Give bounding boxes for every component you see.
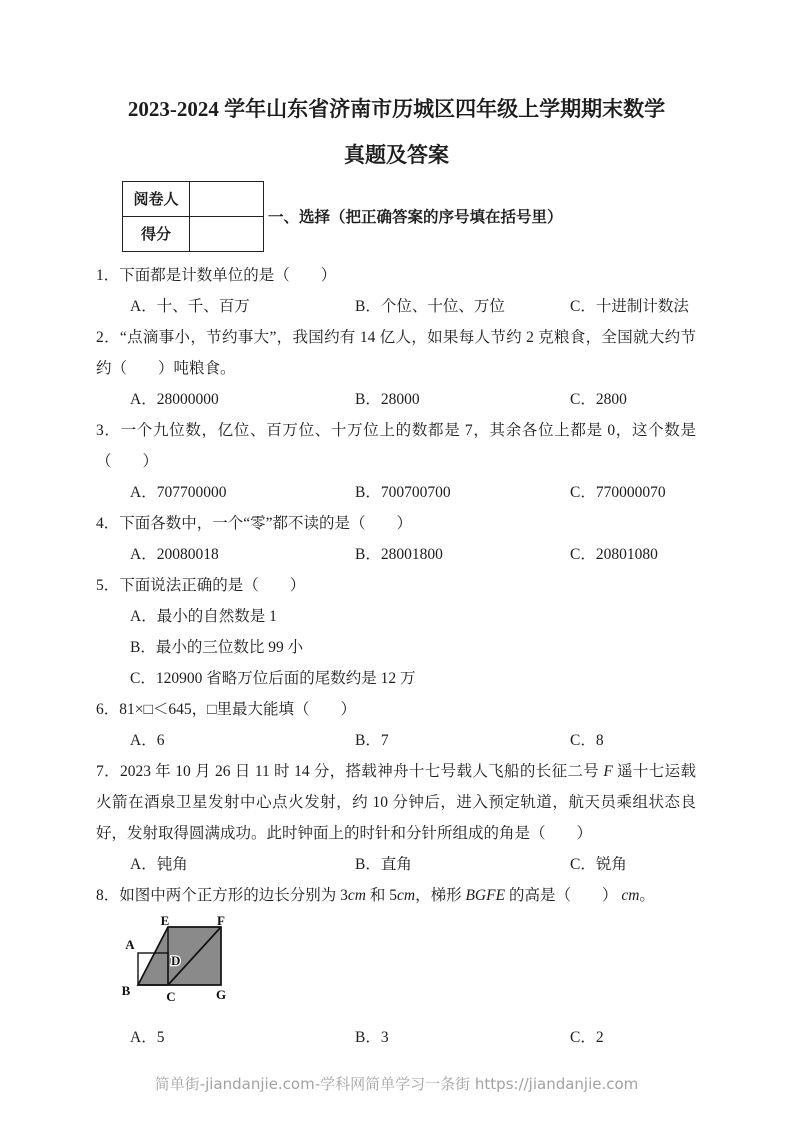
title-line1: 2023-2024 学年山东省济南市历城区四年级上学期期末数学 bbox=[127, 97, 666, 121]
score-value-cell bbox=[190, 216, 264, 251]
question-6-option-a: A．6 bbox=[130, 732, 165, 749]
grading-header bbox=[122, 178, 793, 254]
figure-label-E: E bbox=[160, 915, 170, 928]
question-8-stem-part2: cm bbox=[347, 887, 366, 904]
question-1-option-a: A．十、千、百万 bbox=[130, 298, 250, 315]
questions-area bbox=[0, 254, 793, 1053]
question-7-option-a: A．钝角 bbox=[130, 856, 188, 873]
question-7-stem-part3: 遥十七运载火箭在酒泉卫星发射中心点火发射，约 10 分钟后，进入预定轨道，航天员乘组状态良好，发射取得圆满成功。此时钟面上的时针和分针所组成的角是（ ） bbox=[96, 763, 696, 842]
figure-label-B: B bbox=[121, 983, 131, 998]
question-8-stem-part5: ，梯形 bbox=[415, 887, 466, 904]
question-1-option-b: B．个位、十位、万位 bbox=[355, 298, 505, 315]
question-7 bbox=[96, 756, 696, 880]
question-1-option-c: C．十进制计数法 bbox=[570, 298, 689, 315]
question-2-stem: 2．“点滴事小，节约事大”，我国约有 14 亿人，如果每人节约 2 克粮食，全国就大约节约（ ）吨粮食。 bbox=[96, 329, 696, 377]
question-2 bbox=[96, 322, 696, 415]
question-7-stem-part2: F bbox=[603, 763, 613, 780]
question-4-stem: 4．下面各数中，一个“零”都不读的是（ ） bbox=[96, 515, 413, 532]
question-6 bbox=[96, 694, 696, 756]
question-6-option-c: C．8 bbox=[570, 732, 604, 749]
question-7-stem-part1: 7．2023 年 10 月 26 日 11 时 14 分，搭载神舟十七号载人飞船的长征二号 bbox=[96, 763, 604, 780]
question-5 bbox=[96, 570, 696, 694]
question-8-stem-part8: cm bbox=[621, 887, 640, 904]
question-8 bbox=[96, 880, 696, 1053]
question-2-option-c: C．2800 bbox=[570, 391, 627, 408]
section-heading: 一、选择（把正确答案的序号填在括号里） bbox=[268, 209, 563, 226]
question-4-option-b: B．28001800 bbox=[355, 546, 443, 563]
question-3-option-a: A．707700000 bbox=[130, 484, 227, 501]
question-4-option-a: A．20080018 bbox=[130, 546, 219, 563]
question-6-option-b: B．7 bbox=[355, 732, 389, 749]
question-6-options bbox=[96, 725, 696, 756]
figure-label-D: D bbox=[171, 953, 181, 968]
footer-watermark: 简单街-jiandanjie.com-学科网简单学习一条街 https://jiandanjie.com bbox=[154, 1075, 639, 1093]
question-4-option-c: C．20801080 bbox=[570, 546, 658, 563]
question-8-stem-part4: cm bbox=[396, 887, 416, 904]
question-1-stem: 1．下面都是计数单位的是（ ） bbox=[96, 267, 337, 284]
question-5-options bbox=[96, 601, 696, 694]
grading-table bbox=[122, 181, 264, 252]
question-8-stem bbox=[96, 880, 696, 911]
question-2-option-a: A．28000000 bbox=[130, 391, 219, 408]
question-7-stem bbox=[96, 756, 696, 849]
question-8-stem-part9: 。 bbox=[639, 887, 655, 904]
figure-label-F: F bbox=[217, 915, 225, 928]
score-label: 得分 bbox=[123, 216, 190, 251]
question-3 bbox=[96, 415, 696, 508]
question-8-option-a: A．5 bbox=[130, 1029, 165, 1046]
question-1 bbox=[96, 260, 696, 322]
question-3-option-b: B．700700700 bbox=[355, 484, 451, 501]
geometry-figure bbox=[105, 915, 696, 1020]
score-row bbox=[123, 216, 264, 251]
question-2-options bbox=[96, 384, 696, 415]
figure-label-G: G bbox=[215, 987, 227, 1002]
question-3-option-c: C．770000070 bbox=[570, 484, 666, 501]
grader-label: 阅卷人 bbox=[123, 181, 190, 216]
question-5-option-c: C．120900 省略万位后面的尾数约是 12 万 bbox=[130, 670, 416, 687]
question-5-option-b: B．最小的三位数比 99 小 bbox=[130, 639, 304, 656]
question-2-option-b: B．28000 bbox=[355, 391, 420, 408]
question-4 bbox=[96, 508, 696, 570]
title-line2: 真题及答案 bbox=[344, 143, 449, 167]
question-8-stem-part3: 和 5 bbox=[365, 887, 397, 904]
figure-label-C: C bbox=[166, 989, 176, 1004]
question-7-option-c: C．锐角 bbox=[570, 856, 627, 873]
question-8-option-b: B．3 bbox=[355, 1029, 389, 1046]
question-7-options bbox=[96, 849, 696, 880]
grader-value-cell bbox=[190, 181, 264, 216]
figure-label-A: A bbox=[125, 937, 135, 952]
question-8-options bbox=[96, 1022, 696, 1053]
question-8-stem-part6: BGFE bbox=[465, 887, 506, 904]
question-4-options bbox=[96, 539, 696, 570]
squares-trapezoid-drawing bbox=[105, 915, 255, 1020]
question-8-option-c: C．2 bbox=[570, 1029, 604, 1046]
grader-row bbox=[123, 181, 264, 216]
question-3-options bbox=[96, 477, 696, 508]
question-7-option-b: B．直角 bbox=[355, 856, 412, 873]
page-title bbox=[0, 0, 793, 178]
question-1-options bbox=[96, 291, 696, 322]
question-8-stem-part7: 的高是（ ） bbox=[505, 887, 622, 904]
question-6-stem: 6．81×□＜645，□里最大能填（ ） bbox=[96, 701, 356, 718]
question-5-stem: 5．下面说法正确的是（ ） bbox=[96, 577, 306, 594]
question-8-stem-part1: 8．如图中两个正方形的边长分别为 3 bbox=[96, 887, 348, 904]
question-5-option-a: A．最小的自然数是 1 bbox=[130, 608, 277, 625]
question-3-stem: 3．一个九位数，亿位、百万位、十万位上的数都是 7，其余各位上都是 0，这个数是（ ） bbox=[96, 422, 696, 470]
